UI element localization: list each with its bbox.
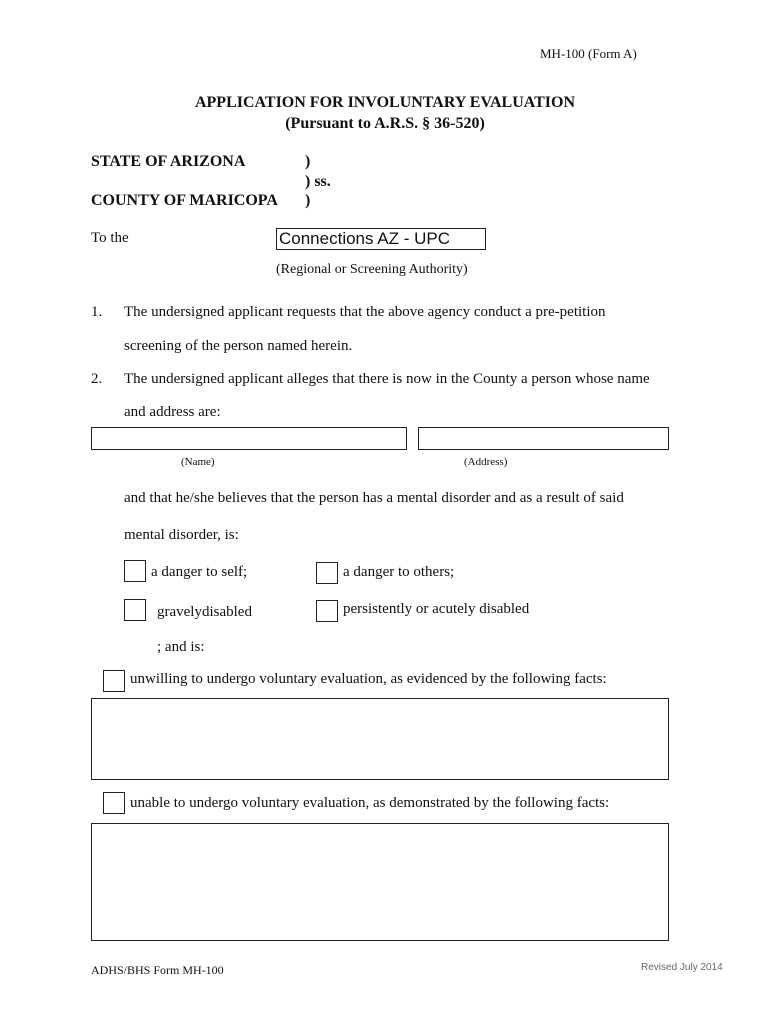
danger-to-self-label: a danger to self; <box>151 564 248 580</box>
footer-revised: Revised July 2014 <box>641 962 723 973</box>
footer-form-id: ADHS/BHS Form MH-100 <box>91 963 224 977</box>
state-label: STATE OF ARIZONA <box>91 153 246 170</box>
persistently-disabled-label: persistently or acutely disabled <box>343 601 530 617</box>
name-caption: (Name) <box>181 456 215 468</box>
authority-field[interactable]: Connections AZ - UPC <box>276 228 486 250</box>
danger-to-others-checkbox[interactable] <box>316 562 338 584</box>
name-field[interactable] <box>91 427 407 450</box>
authority-caption: (Regional or Screening Authority) <box>276 262 468 277</box>
gravely-disabled-checkbox[interactable] <box>124 599 146 621</box>
persistently-disabled-checkbox[interactable] <box>316 600 338 622</box>
venue-paren-3: ) <box>305 192 311 209</box>
venue-paren-1: ) <box>305 153 311 170</box>
county-label: COUNTY OF MARICOPA <box>91 192 278 209</box>
belief-line-1: and that he/she believes that the person has a mental disorder and as a result of said <box>124 490 624 506</box>
item-2-line-1: The undersigned applicant alleges that there is now in the County a person whose name <box>124 371 650 387</box>
item-1-line-2: screening of the person named herein. <box>124 338 353 354</box>
item-number: 2. <box>91 371 103 387</box>
item-1-line-1: The undersigned applicant requests that the above agency conduct a pre-petition <box>124 304 606 320</box>
address-caption: (Address) <box>464 456 508 468</box>
belief-line-2: mental disorder, is: <box>124 527 239 543</box>
item-number: 1. <box>91 304 103 320</box>
unable-label: unable to undergo voluntary evaluation, as demonstrated by the following facts: <box>130 795 610 811</box>
unwilling-label: unwilling to undergo voluntary evaluation, as evidenced by the following facts: <box>130 671 607 687</box>
danger-to-others-label: a danger to others; <box>343 564 455 580</box>
unwilling-facts-field[interactable] <box>91 698 669 780</box>
and-is-label: ; and is: <box>157 639 205 655</box>
unable-facts-field[interactable] <box>91 823 669 941</box>
address-field[interactable] <box>418 427 669 450</box>
venue-paren-ss: ) ss. <box>305 173 331 190</box>
form-id: MH-100 (Form A) <box>540 46 637 61</box>
to-label: To the <box>91 230 129 246</box>
form-title: APPLICATION FOR INVOLUNTARY EVALUATION <box>194 94 576 111</box>
unwilling-checkbox[interactable] <box>103 670 125 692</box>
danger-to-self-checkbox[interactable] <box>124 560 146 582</box>
unable-checkbox[interactable] <box>103 792 125 814</box>
form-subtitle: (Pursuant to A.R.S. § 36-520) <box>285 115 485 132</box>
gravely-disabled-label: gravelydisabled <box>157 604 252 620</box>
item-2-line-2: and address are: <box>124 404 221 420</box>
